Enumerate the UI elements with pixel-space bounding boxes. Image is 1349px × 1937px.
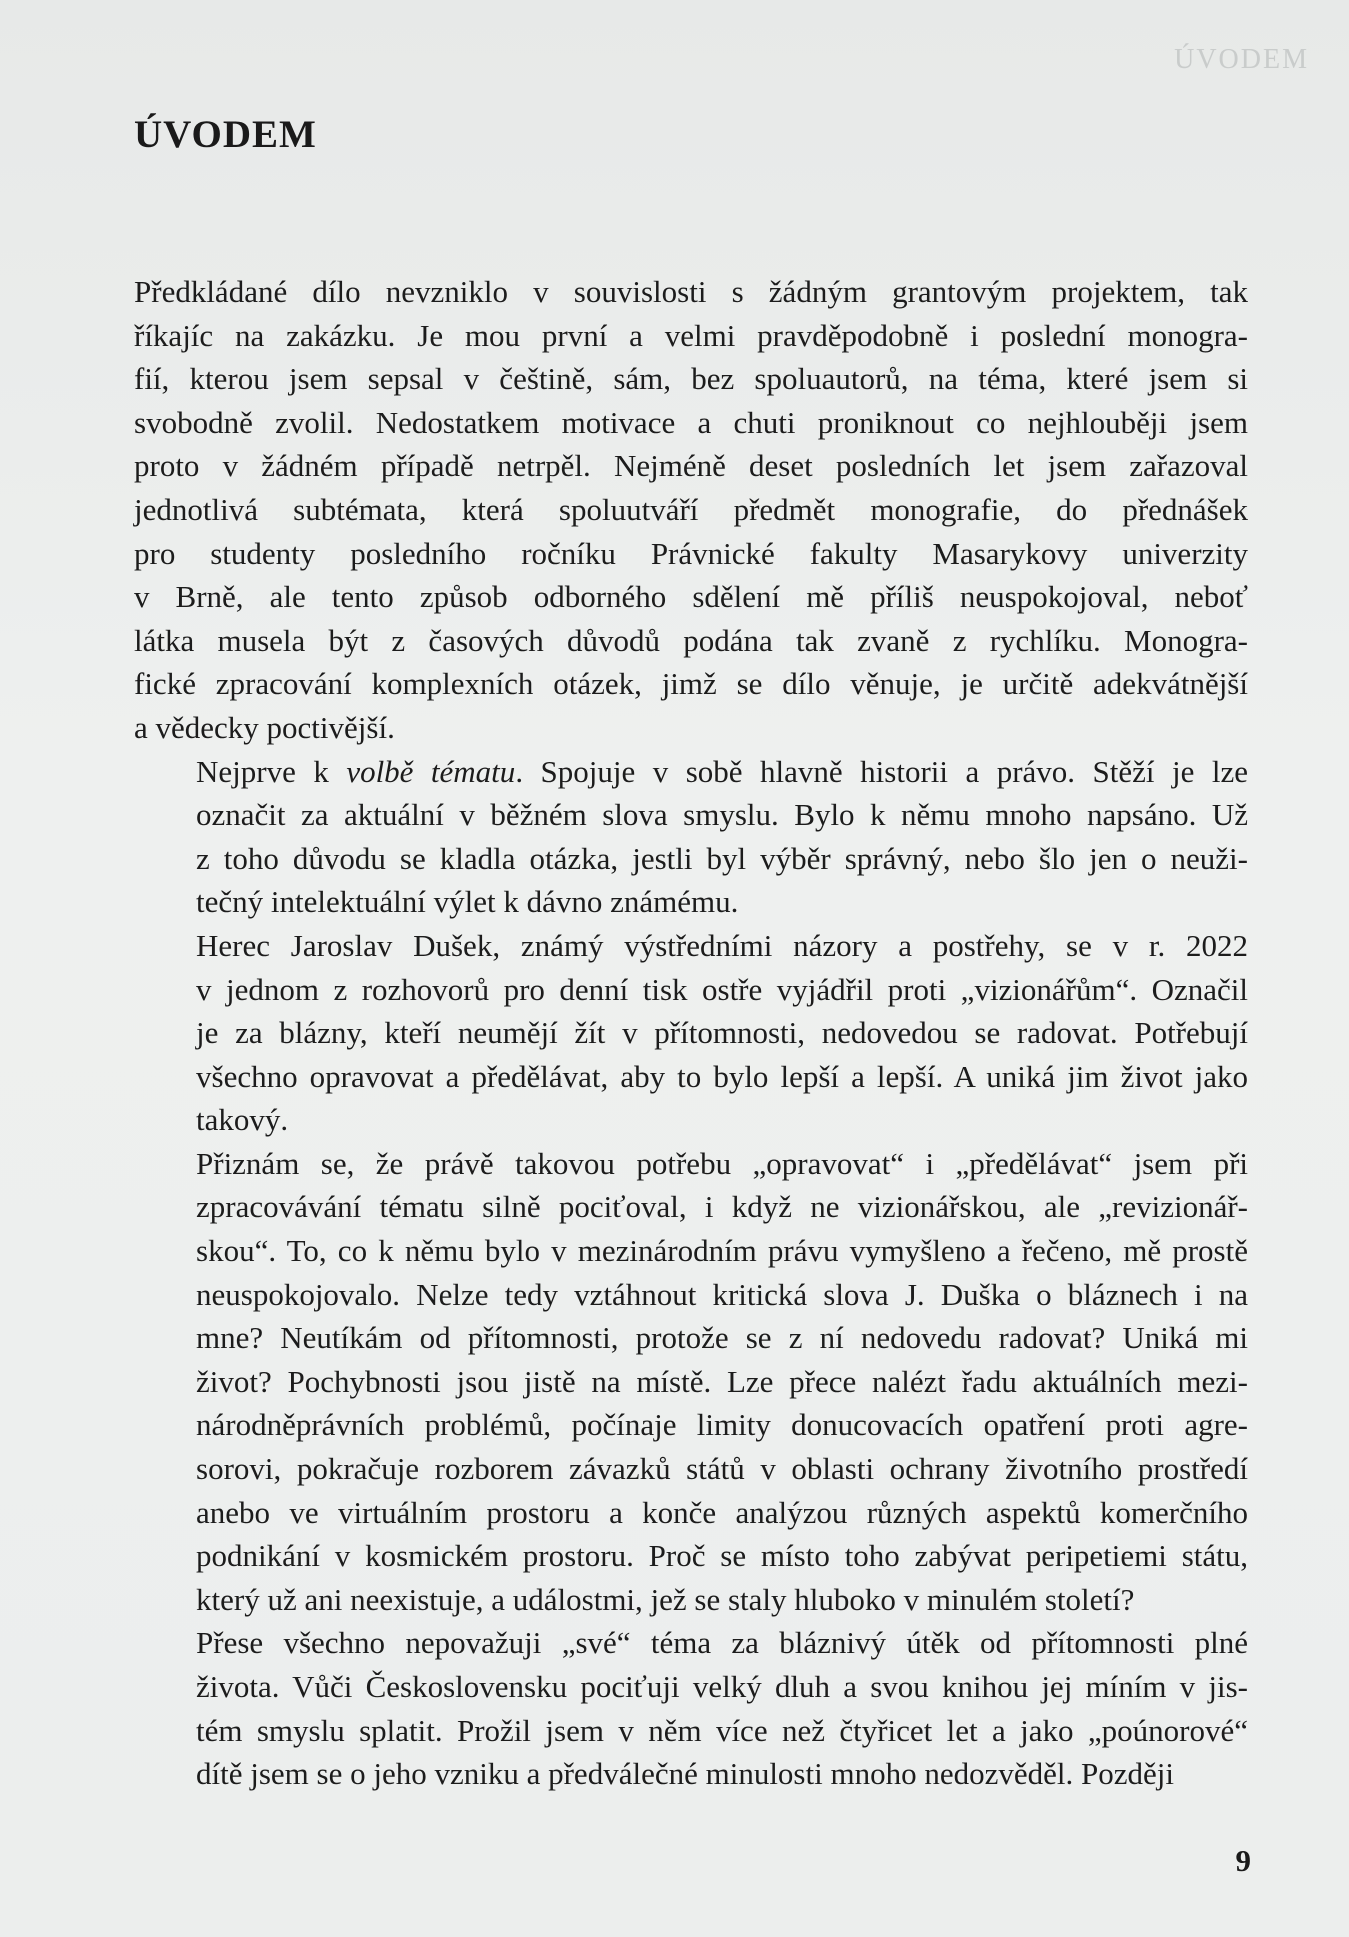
emphasis: volbě tématu (346, 753, 516, 789)
text-line: fické zpracování komplexních otázek, jimž se dílo věnuje, je určitě adekvátnější (134, 666, 1248, 702)
text-line: života. Vůči Československu pociťuji velký dluh a svou knihou jej míním v jis- (196, 1669, 1248, 1704)
text-line: mne? Neutíkám od přítomnosti, protože se z ní nedovedu radovat? Uniká mi (196, 1320, 1248, 1356)
chapter-title: ÚVODEM (134, 113, 317, 156)
text-line: takový. (196, 1102, 289, 1138)
text-line: látka musela být z časových důvodů podána tak zvaně z rychlíku. Monogra- (134, 622, 1248, 658)
running-head: ÚVODEM (1174, 44, 1309, 75)
text-line: neuspokojovalo. Nelze tedy vztáhnout kritická slova J. Duška o bláznech i na (196, 1276, 1248, 1312)
text-line: Nejprve k volbě tématu. Spojuje v sobě hlavně historii a právo. Stěží je lze (196, 753, 1248, 789)
text-line: v Brně, ale tento způsob odborného sdělení mě příliš neuspokojoval, neboť (134, 579, 1248, 615)
paragraph (134, 1142, 1248, 1622)
text-line: Přese všechno nepovažuji „své“ téma za bláznivý útěk od přítomnosti plné (196, 1625, 1248, 1661)
text-line: národněprávních problémů, počínaje limity donucovacích opatření proti agre- (196, 1407, 1248, 1443)
paragraph (134, 1621, 1248, 1795)
text-line: dítě jsem se o jeho vzniku a předválečné minulosti mnoho nedozvěděl. Později (196, 1756, 1174, 1792)
text-line: všechno opravovat a předělávat, aby to bylo lepší a lepší. A uniká jim život jako (196, 1058, 1248, 1094)
page-number: 9 (1235, 1843, 1251, 1878)
text-line: Herec Jaroslav Dušek, známý výstředními názory a postřehy, se v r. 2022 (196, 927, 1248, 963)
text-line: podnikání v kosmickém prostoru. Proč se místo toho zabývat peripetiemi státu, (196, 1538, 1248, 1574)
text-line: tečný intelektuální výlet k dávno známému. (196, 884, 739, 920)
text-line: říkajíc na zakázku. Je mou první a velmi pravděpodobně i poslední monogra- (134, 317, 1248, 353)
text-line: označit za aktuální v běžném slova smyslu. Bylo k němu mnoho napsáno. Už (196, 797, 1248, 833)
text-line: z toho důvodu se kladla otázka, jestli byl výběr správný, nebo šlo jen o neuži- (196, 840, 1248, 876)
text-line: svobodně zvolil. Nedostatkem motivace a chuti proniknout co nejhlouběji jsem (134, 404, 1248, 440)
text-line: Přiznám se, že právě takovou potřebu „opravovat“ i „předělávat“ jsem při (196, 1145, 1248, 1181)
paragraph (134, 270, 1248, 750)
text-line: je za blázny, kteří neumějí žít v přítomnosti, nedovedou se radovat. Potřebují (196, 1015, 1248, 1051)
text-line: v jednom z rozhovorů pro denní tisk ostře vyjádřil proti „vizionářům“. Označil (196, 971, 1248, 1007)
text-line: sorovi, pokračuje rozborem závazků států v oblasti ochrany životního prostředí (196, 1451, 1248, 1487)
text-line: zpracovávání tématu silně pociťoval, i když ne vizionářskou, ale „revizionář- (196, 1189, 1248, 1225)
text-line: Předkládané dílo nevzniklo v souvislosti s žádným grantovým projektem, tak (134, 274, 1248, 309)
text-line: skou“. To, co k němu bylo v mezinárodním právu vymyšleno a řečeno, mě prostě (196, 1233, 1248, 1269)
text-line: anebo ve virtuálním prostoru a konče analýzou různých aspektů komerčního (196, 1494, 1248, 1530)
text-line: který už ani neexistuje, a událostmi, jež se staly hluboko v minulém století? (196, 1581, 1135, 1617)
text-line: život? Pochybnosti jsou jistě na místě. Lze přece nalézt řadu aktuálních mezi- (196, 1363, 1248, 1399)
text-line: tém smyslu splatit. Prožil jsem v něm více než čtyřicet let a jako „poúnorové“ (196, 1712, 1248, 1748)
text-line: proto v žádném případě netrpěl. Nejméně deset posledních let jsem zařazoval (134, 448, 1248, 484)
body-text (134, 270, 1248, 1796)
paragraph (134, 924, 1248, 1142)
text-line: fií, kterou jsem sepsal v češtině, sám, bez spoluautorů, na téma, které jsem si (134, 361, 1248, 397)
paragraph (134, 750, 1248, 924)
text-line: jednotlivá subtémata, která spoluutváří předmět monografie, do přednášek (134, 491, 1248, 527)
text-line: a vědecky poctivější. (134, 709, 395, 745)
text-line: pro studenty posledního ročníku Právnické fakulty Masarykovy univerzity (134, 535, 1248, 571)
